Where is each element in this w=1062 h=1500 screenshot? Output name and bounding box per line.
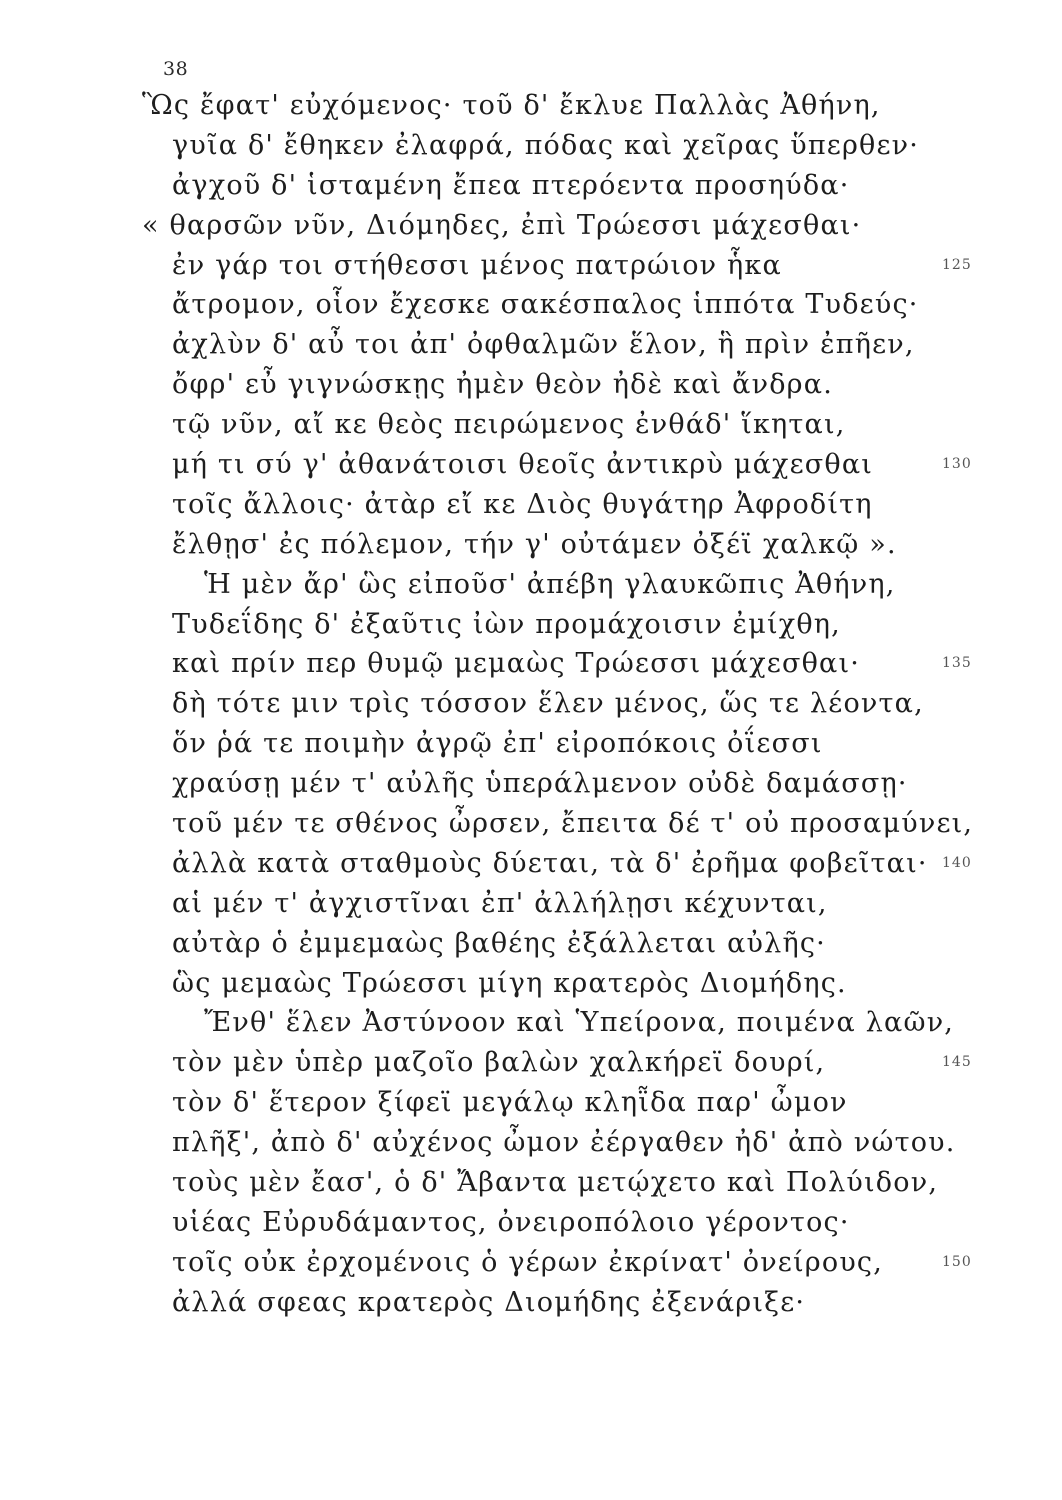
verse-line (172, 1283, 1032, 1323)
verse-text: αἱ μέν τ' ἀγχιστῖναι ἐπ' ἀλλήλῃσι κέχυνται, (172, 887, 828, 919)
verse-text: ἔλθῃσ' ἐς πόλεμον, τήν γ' οὐτάμεν ὀξέϊ χαλκῷ ». (172, 528, 897, 560)
verse-line (172, 325, 1032, 365)
verse-text: Ὣς ἔφατ' εὐχόμενος· τοῦ δ' ἔκλυε Παλλὰς Ἀθήνη, (142, 90, 881, 121)
verse-text: ἀχλὺν δ' αὖ τοι ἀπ' ὀφθαλμῶν ἕλον, ἣ πρὶν ἐπῆεν, (172, 329, 915, 361)
verse-line (172, 684, 1032, 724)
verse-text: τοῦ μέν τε σθένος ὦρσεν, ἔπειτα δέ τ' οὐ προσαμύνει, (172, 808, 974, 840)
verse-line (172, 405, 1032, 445)
line-number: 145 (942, 1054, 972, 1071)
verse-text: τοῖς ἄλλοις· ἀτὰρ εἴ κε Διὸς θυγάτηρ Ἀφροδίτη (172, 488, 873, 520)
verse-line (172, 844, 1032, 884)
verse-line (172, 1163, 1032, 1203)
verse-text: τοὺς μὲν ἔασ', ὁ δ' Ἄβαντα μετῴχετο καὶ Πολύιδον, (172, 1167, 939, 1199)
verse-text: ἐν γάρ τοι στήθεσσι μένος πατρώιον ἧκα (172, 249, 782, 281)
verse-line (142, 86, 1032, 126)
verse-text: Ἔνθ' ἕλεν Ἀστύνοον καὶ Ὑπείρονα, ποιμένα λαῶν, (204, 1007, 955, 1039)
verse-text: υἱέας Εὐρυδάμαντος, ὀνειροπόλοιο γέροντος· (172, 1206, 850, 1238)
verse-line (172, 1243, 1032, 1283)
page-number: 38 (163, 58, 189, 80)
verse-text: δὴ τότε μιν τρὶς τόσσον ἕλεν μένος, ὥς τε λέοντα, (172, 688, 924, 720)
verse-text: ἀλλά σφεας κρατερὸς Διομήδης ἐξενάριξε· (172, 1286, 806, 1318)
verse-line (172, 884, 1032, 924)
verse-line (172, 724, 1032, 764)
verse-block (142, 86, 1032, 1323)
verse-line (172, 246, 1032, 286)
verse-text: ἀγχοῦ δ' ἱσταμένη ἔπεα πτερόεντα προσηύδα· (172, 169, 850, 201)
verse-line (172, 445, 1032, 485)
verse-line (172, 126, 1032, 166)
verse-text: τὸν δ' ἕτερον ξίφεϊ μεγάλῳ κληῗδα παρ' ὦμον (172, 1087, 848, 1119)
verse-text: αὐτὰρ ὁ ἐμμεμαὼς βαθέης ἐξάλλεται αὐλῆς· (172, 927, 826, 959)
verse-text: ὣς μεμαὼς Τρώεσσι μίγη κρατερὸς Διομήδης. (172, 967, 847, 999)
verse-text: τοῖς οὐκ ἐρχομένοις ὁ γέρων ἐκρίνατ' ὀνείρους, (172, 1246, 884, 1278)
verse-text: « θαρσῶν νῦν, Διόμηδες, ἐπὶ Τρώεσσι μάχεσθαι· (142, 209, 862, 241)
verse-text: τὸν μὲν ὑπὲρ μαζοῖο βαλὼν χαλκήρεϊ δουρί, (172, 1047, 826, 1079)
verse-line (172, 166, 1032, 206)
verse-text: μή τι σύ γ' ἀθανάτοισι θεοῖς ἀντικρὺ μάχεσθαι (172, 449, 874, 481)
verse-line (172, 525, 1032, 565)
verse-line (172, 804, 1032, 844)
verse-line (172, 365, 1032, 405)
verse-line (172, 1123, 1032, 1163)
verse-line (172, 605, 1032, 645)
verse-text: ἀλλὰ κατὰ σταθμοὺς δύεται, τὰ δ' ἐρῆμα φοβεῖται· (172, 847, 928, 879)
verse-line (172, 964, 1032, 1004)
verse-line (172, 924, 1032, 964)
line-number: 130 (942, 456, 972, 473)
verse-text: καὶ πρίν περ θυμῷ μεμαὼς Τρώεσσι μάχεσθαι· (172, 648, 861, 680)
verse-line (142, 206, 1032, 246)
verse-text: Ἡ μὲν ἄρ' ὣς εἰποῦσ' ἀπέβη γλαυκῶπις Ἀθήνη, (204, 568, 896, 600)
line-number: 135 (942, 655, 972, 672)
verse-line (172, 485, 1032, 525)
verse-line (172, 285, 1032, 325)
verse-line (172, 1043, 1032, 1083)
line-number: 150 (942, 1253, 972, 1270)
verse-text: γυῖα δ' ἔθηκεν ἐλαφρά, πόδας καὶ χεῖρας ὕπερθεν· (172, 129, 920, 161)
verse-text: χραύσῃ μέν τ' αὐλῆς ὑπεράλμενον οὐδὲ δαμάσσῃ· (172, 768, 908, 800)
verse-text: Τυδεΐδης δ' ἐξαῦτις ἰὼν προμάχοισιν ἐμίχθη, (172, 608, 841, 640)
verse-line (172, 764, 1032, 804)
verse-text: ἄτρομον, οἷον ἔχεσκε σακέσπαλος ἱππότα Τυδεύς· (172, 289, 919, 321)
verse-line (172, 1203, 1032, 1243)
line-number: 125 (942, 256, 972, 273)
verse-line (172, 565, 1032, 605)
verse-text: ὄφρ' εὖ γιγνώσκῃς ἠμὲν θεὸν ἠδὲ καὶ ἄνδρα. (172, 369, 833, 401)
verse-line (172, 1003, 1032, 1043)
verse-text: πλῆξ', ἀπὸ δ' αὐχένος ὦμον ἐέργαθεν ἠδ' ἀπὸ νώτου. (172, 1127, 956, 1159)
line-number: 140 (942, 854, 972, 871)
verse-line (172, 1083, 1032, 1123)
verse-text: τῷ νῦν, αἴ κε θεὸς πειρώμενος ἐνθάδ' ἵκηται, (172, 409, 846, 441)
verse-text: ὅν ῥά τε ποιμὴν ἀγρῷ ἐπ' εἰροπόκοις ὀΐεσσι (172, 728, 823, 760)
verse-line (172, 644, 1032, 684)
